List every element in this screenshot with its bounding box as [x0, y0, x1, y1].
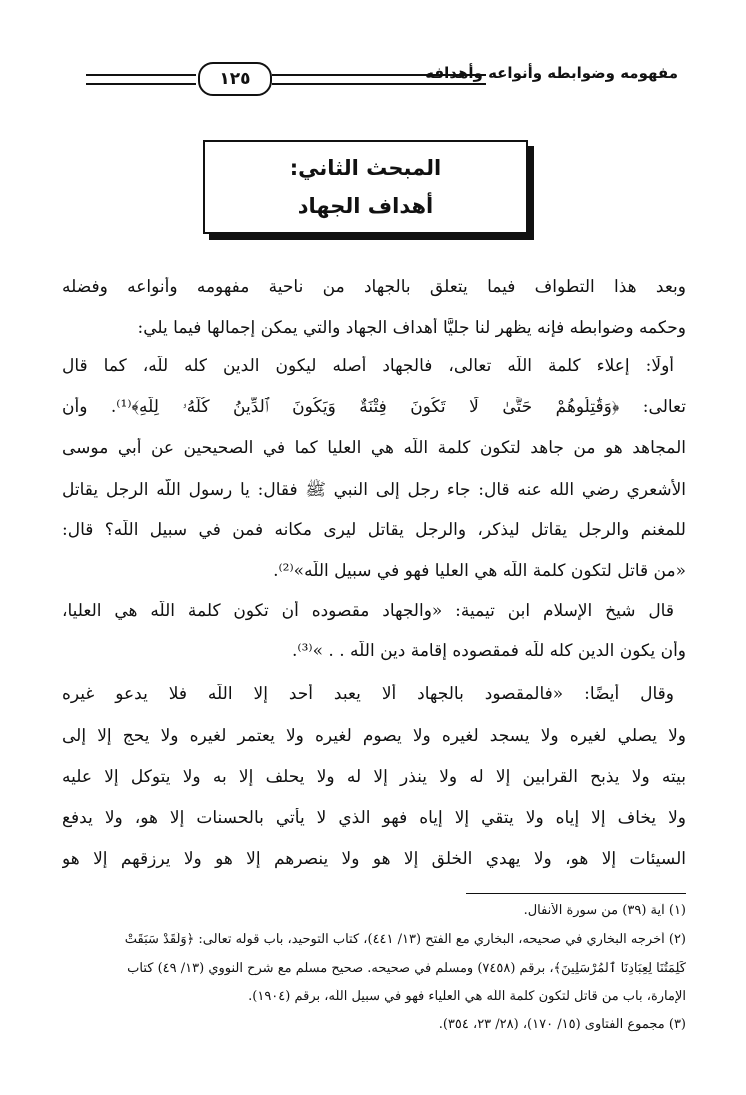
footnote: (٣) مجموع الفتاوى (١٥/ ١٧٠)، (٢٨/ ٢٣، ٣٥٤).: [438, 1017, 686, 1032]
body-line: السيئات إلا هو، ولا يهدي الخلق إلا هو ولا ينصرهم إلا هو ولا يرزقهم إلا هو: [62, 849, 686, 869]
footnote: (٢) أخرجه البخاري في صحيحه، البخاري مع الفتح (١٣/ ٤٤١)، كتاب التوحيد، باب قوله تعالى: ﴿وَلَقَدْ سَبَقَتْ: [124, 932, 686, 947]
body-line: وأن يكون الدين كله للَّه فمقصوده إقامة دين اللَّه . . »⁽³⁾.: [292, 641, 686, 661]
body-line: وقال أيضًا: «فالمقصود بالجهاد ألا يعبد أحد إلا اللَّه فلا يدعو غيره: [62, 684, 674, 704]
body-line: بيته ولا يذبح القرابين إلا له ولا ينذر إلا له ولا يحلف إلا به ولا يتوكل إلا عليه: [62, 767, 686, 787]
body-line: للمغنم والرجل يقاتل ليذكر، والرجل يقاتل ليرى مكانه فمن في سبيل اللَّه؟ قال:: [62, 520, 686, 540]
body-line: ولا يخاف إلا إياه ولا يتقي إلا إياه فهو الذي لا يأتي بالحسنات إلا هو، ولا يدفع: [62, 808, 686, 828]
body-line: المجاهد هو من جاهد لتكون كلمة اللَّه هي العليا كما في الصحيحين عن أبي موسى: [62, 438, 686, 458]
page-number: ١٢٥: [198, 62, 272, 96]
section-subheading: أهداف الجهاد: [297, 194, 434, 218]
body-line: وبعد هذا التطواف فيما يتعلق بالجهاد من ناحية مفهومه وأنواعه وفضله: [62, 277, 686, 297]
body-line: قال شيخ الإسلام ابن تيمية: «والجهاد مقصوده أن تكون كلمة اللَّه هي العليا،: [62, 601, 674, 621]
body-line: تعالى: ﴿وَقَٰتِلُوهُمْ حَتَّىٰ لَا تَكُونَ فِتْنَةٌ وَيَكُونَ ٱلدِّينُ كُلُّهُۥ لِلَّهِ﴾⁽¹⁾. وأن: [62, 397, 686, 417]
footnote-separator: [466, 893, 686, 894]
body-line: «من قاتل لتكون كلمة اللَّه هي العليا فهو في سبيل اللَّه»⁽²⁾.: [273, 561, 686, 581]
running-header: [76, 58, 678, 98]
body-line: وحكمه وضوابطه فإنه يظهر لنا جليًّا أهداف الجهاد والتي يمكن إجمالها فيما يلي:: [137, 318, 686, 338]
section-title-box: [203, 140, 528, 234]
body-line: ولا يصلي لغيره ولا يسجد لغيره ولا يصوم لغيره ولا يعتمر لغيره ولا يحج إلا إلى: [62, 726, 686, 746]
footnote: كَلِمَتُنَا لِعِبَادِنَا ٱلْمُرْسَلِينَ﴾، برقم (٧٤٥٨) ومسلم في صحيحه. صحيح مسلم مع شرح النووي (١٣/ ٤٩) كتاب: [127, 961, 686, 976]
body-line: الأشعري رضي الله عنه قال: جاء رجل إلى النبي ﷺ فقال: يا رسول اللَّه الرجل يقاتل: [62, 480, 686, 500]
header-rule-left: [86, 74, 196, 85]
running-title: مفهومه وضوابطه وأنواعه وأهدافه: [425, 64, 678, 82]
footnote: الإمارة، باب من قاتل لتكون كلمة اللَّه هي العلياء فهو في سبيل اللَّه، برقم (١٩٠٤).: [248, 989, 686, 1004]
body-line: أولًا: إعلاء كلمة اللَّه تعالى، فالجهاد أصله ليكون الدين كله للَّه، كما قال: [62, 356, 674, 376]
footnote: (١) آية (٣٩) من سورة الأنفال.: [523, 903, 686, 918]
section-heading: المبحث الثاني:: [289, 156, 442, 180]
